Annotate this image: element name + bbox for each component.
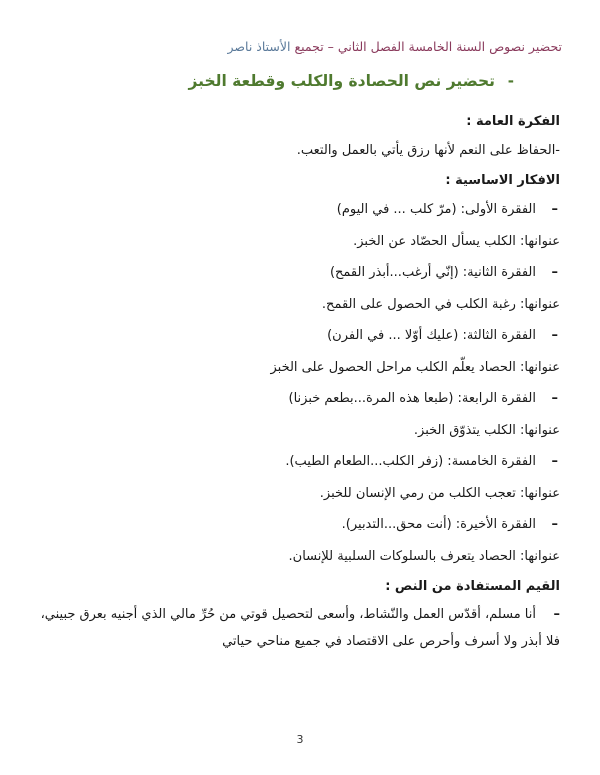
paragraph-range: الفقرة الأولى: (مرّ كلب ... في اليوم) (336, 202, 536, 217)
values-text: أنا مسلم، أقدّس العمل والنّشاط، وأسعى لتحصيل قوتي من حُرِّ مالي الذي أجنيه بعرق جبيني، فلا أبذر ولا أسرف وأحرص على الاقتصاد في جميع مناحي حياتي (40, 607, 560, 649)
paragraph-title: عنوانها: تعجب الكلب من رمي الإنسان للخبز. (319, 486, 560, 501)
paragraph-range: الفقرة الأخيرة: (أنت محق...التدبير). (341, 517, 536, 532)
paragraph-range: الفقرة الرابعة: (طبعا هذه المرة...بطعم خبزنا) (288, 391, 536, 406)
paragraph-item (289, 390, 559, 408)
paragraph-range: الفقرة الثانية: (إنّي أرغب...أبذر القمح) (329, 265, 536, 280)
general-idea-text: -الحفاظ على النعم لأنها رزق يأتي بالعمل والتعب. (296, 143, 560, 158)
bullet-dash: – (553, 607, 560, 622)
bullet-dash: – (551, 265, 558, 280)
title-dash: - (507, 72, 514, 90)
page-number: 3 (296, 733, 304, 746)
paragraph-item (337, 201, 558, 219)
paragraph-range: الفقرة الثالثة: (عليك أوّلا ... في الفرن) (327, 328, 536, 343)
values-text-block (40, 601, 560, 655)
paragraph-item (327, 327, 558, 345)
paragraph-title: عنوانها: رغبة الكلب في الحصول على القمح. (321, 297, 560, 312)
general-idea-heading: الفكرة العامة : (466, 114, 560, 129)
paragraph-item (342, 516, 558, 534)
bullet-dash: – (551, 517, 558, 532)
bullet-dash: – (551, 202, 558, 217)
paragraph-title: عنوانها: الحصاد يعلّم الكلب مراحل الحصول على الخبز (270, 360, 560, 375)
paragraph-title: عنوانها: الكلب يسأل الحصّاد عن الخبز. (353, 234, 560, 249)
bullet-dash: – (551, 391, 558, 406)
paragraph-range: الفقرة الخامسة: (زفر الكلب...الطعام الطيب). (285, 454, 536, 469)
paragraph-title: عنوانها: الكلب يتذوّق الخبز. (413, 423, 560, 438)
bullet-dash: – (551, 328, 558, 343)
header-author: الأستاذ ناصر (227, 39, 291, 54)
header-subtitle: تحضير نصوص السنة الخامسة الفصل الثاني – تجميع (294, 39, 562, 54)
paragraph-title: عنوانها: الحصاد يتعرف بالسلوكات السلبية للإنسان. (288, 549, 560, 564)
document-header (228, 38, 562, 56)
bullet-dash: – (551, 454, 558, 469)
page-title: تحضير نص الحصادة والكلب وقطعة الخبز (188, 72, 495, 90)
values-heading: القيم المستفادة من النص : (385, 579, 560, 594)
paragraph-item (330, 264, 558, 282)
paragraph-item (285, 453, 558, 471)
main-ideas-heading: الافكار الاساسية : (445, 173, 560, 188)
